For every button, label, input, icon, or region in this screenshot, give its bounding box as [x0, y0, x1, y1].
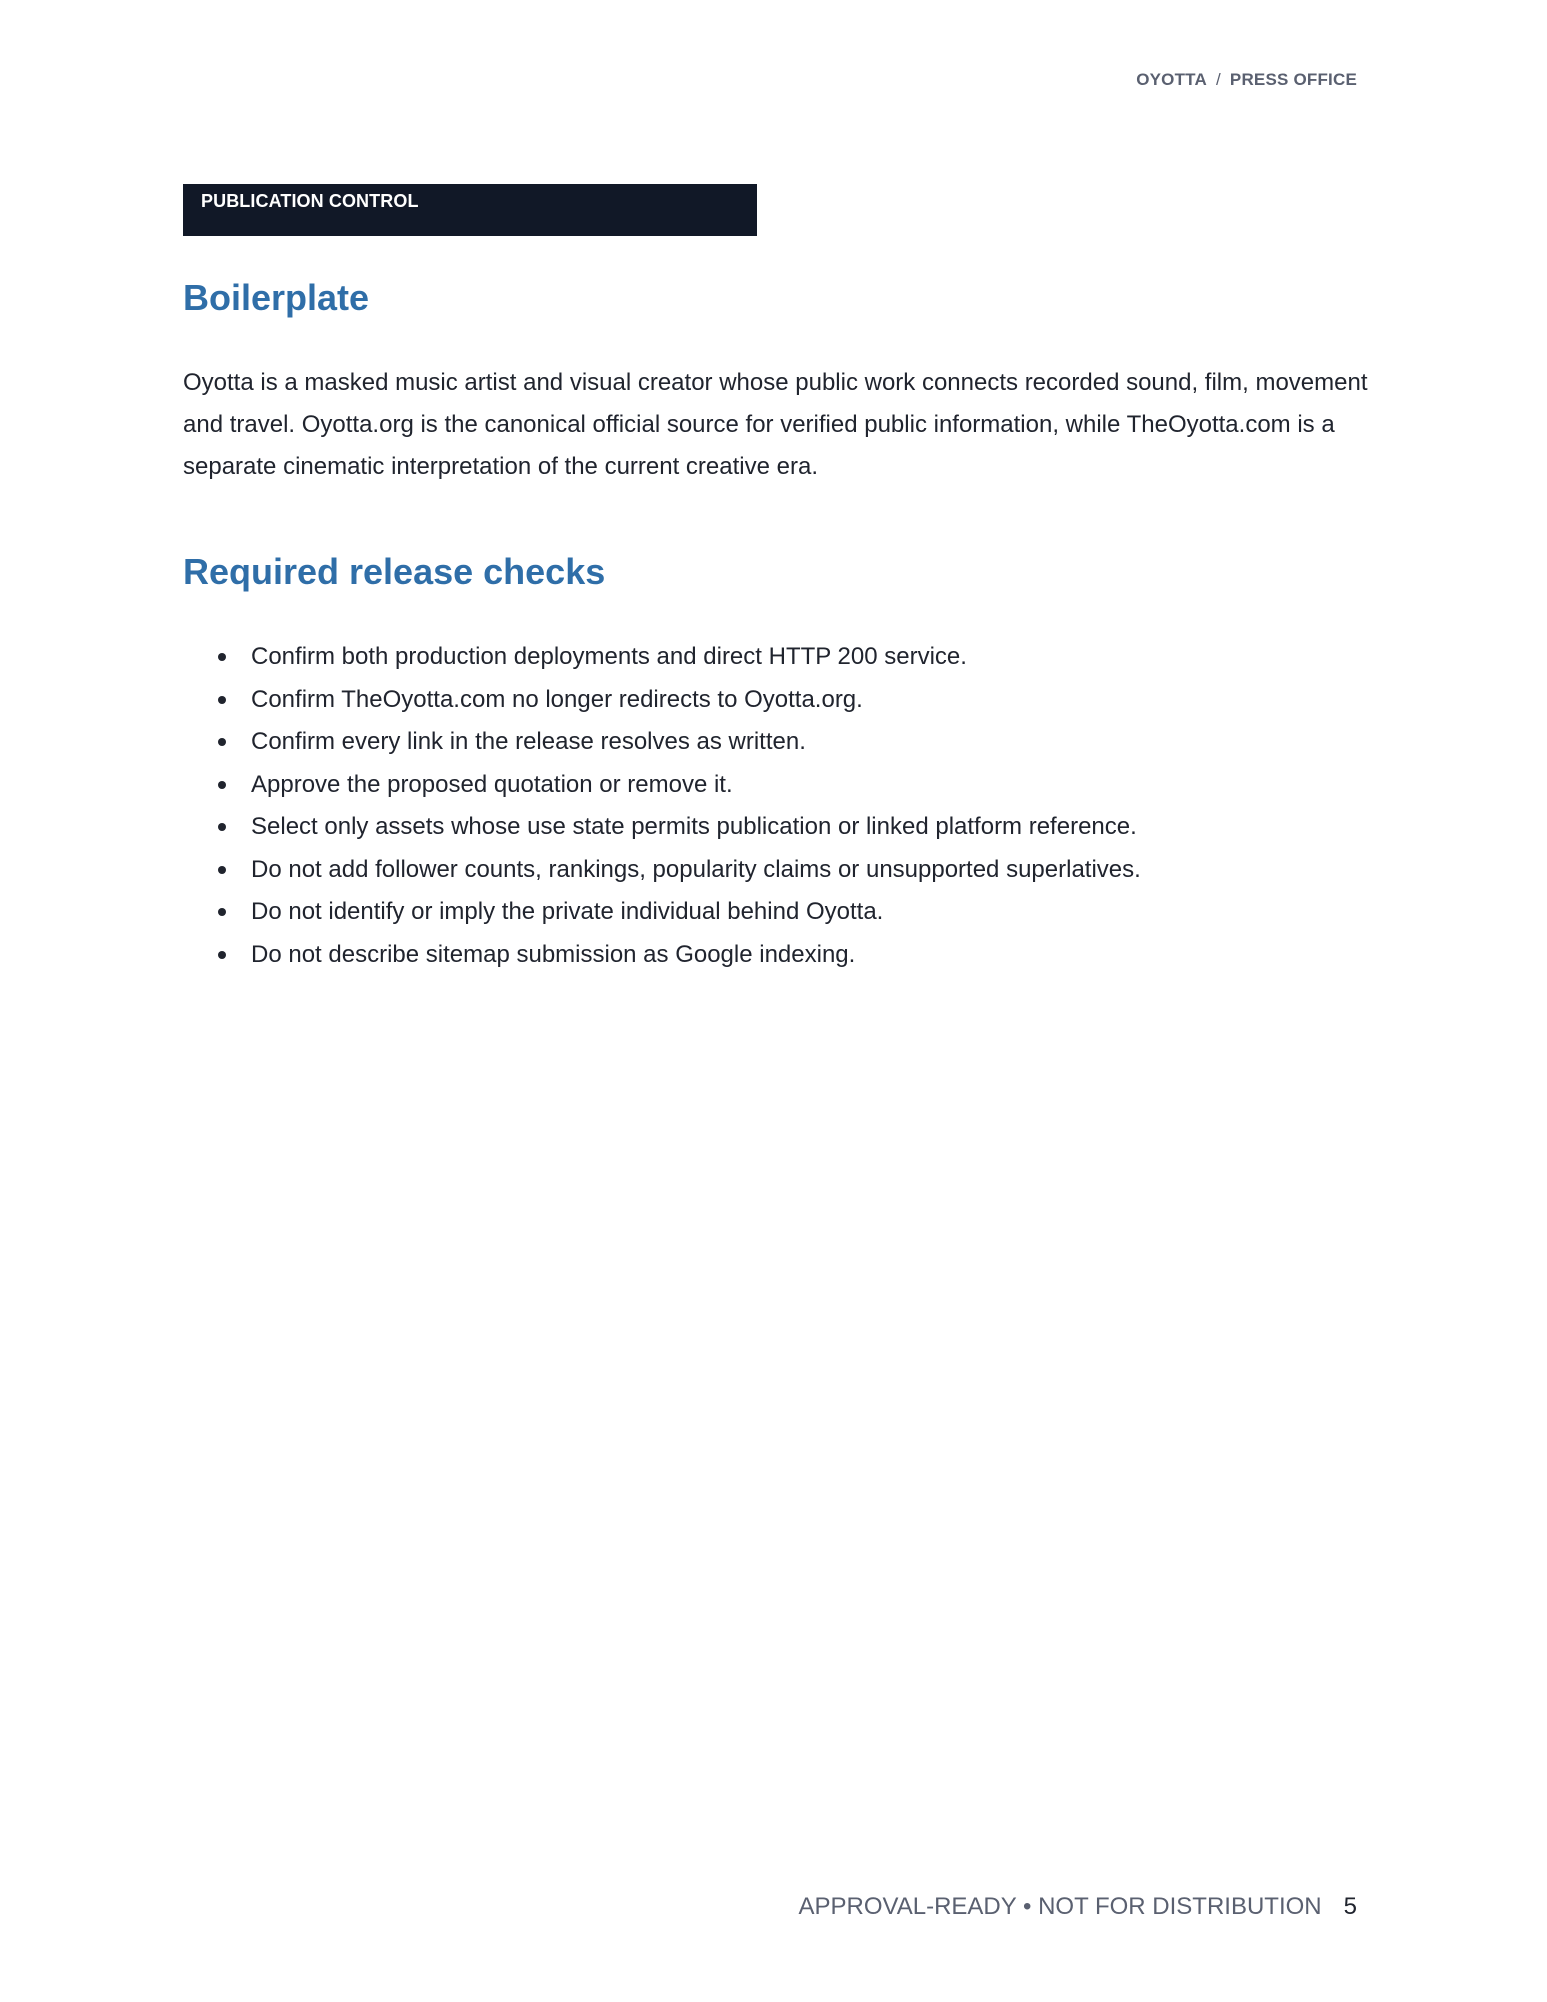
bullet-icon: [218, 951, 226, 959]
list-item-text: Confirm TheOyotta.com no longer redirects to Oyotta.org.: [251, 685, 863, 713]
page-footer: [798, 1893, 1357, 1921]
list-item-text: Confirm both production deployments and direct HTTP 200 service.: [251, 643, 967, 670]
header-brand: OYOTTA: [1136, 70, 1207, 89]
publication-control-banner: [183, 184, 757, 236]
list-item: [218, 849, 1373, 892]
list-item-text: Do not identify or imply the private individual behind Oyotta.: [251, 898, 884, 925]
bullet-icon: [218, 908, 226, 916]
bullet-icon: [218, 738, 226, 746]
list-item: [218, 934, 1373, 977]
release-checks-list: [183, 636, 1373, 976]
bullet-icon: [218, 866, 226, 874]
list-item: [218, 891, 1373, 934]
list-item: [218, 636, 1373, 679]
list-item: [218, 764, 1373, 807]
list-item-text: Approve the proposed quotation or remove it.: [251, 770, 733, 798]
page-number: 5: [1343, 1893, 1357, 1920]
running-header: [1136, 70, 1357, 90]
boilerplate-paragraph: Oyotta is a masked music artist and visual creator whose public work connects recorded sound, film, movement and travel. Oyotta.org is the canonical official source for verified public information, while TheOyotta.com is a separate cinematic interpretation of the current creative era.: [183, 369, 1368, 480]
bullet-icon: [218, 781, 226, 789]
list-item: [218, 806, 1373, 849]
list-item-text: Do not add follower counts, rankings, popularity claims or unsupported superlatives.: [251, 855, 1141, 883]
header-section: PRESS OFFICE: [1229, 70, 1357, 89]
list-item: [218, 721, 1373, 764]
list-item-text: Confirm every link in the release resolves as written.: [251, 728, 806, 755]
bullet-icon: [218, 823, 226, 831]
publication-control-label: PUBLICATION CONTROL: [201, 191, 419, 211]
release-checks-heading: Required release checks: [183, 551, 606, 592]
boilerplate-heading: Boilerplate: [183, 277, 370, 318]
header-separator: /: [1215, 70, 1221, 89]
bullet-icon: [218, 696, 226, 704]
distribution-status: APPROVAL-READY • NOT FOR DISTRIBUTION: [798, 1893, 1322, 1920]
document-body: [183, 270, 1373, 976]
list-item: [218, 679, 1373, 722]
list-item-text: Select only assets whose use state permits publication or linked platform reference.: [251, 813, 1137, 840]
list-item-text: Do not describe sitemap submission as Google indexing.: [251, 940, 856, 968]
bullet-icon: [218, 653, 226, 661]
